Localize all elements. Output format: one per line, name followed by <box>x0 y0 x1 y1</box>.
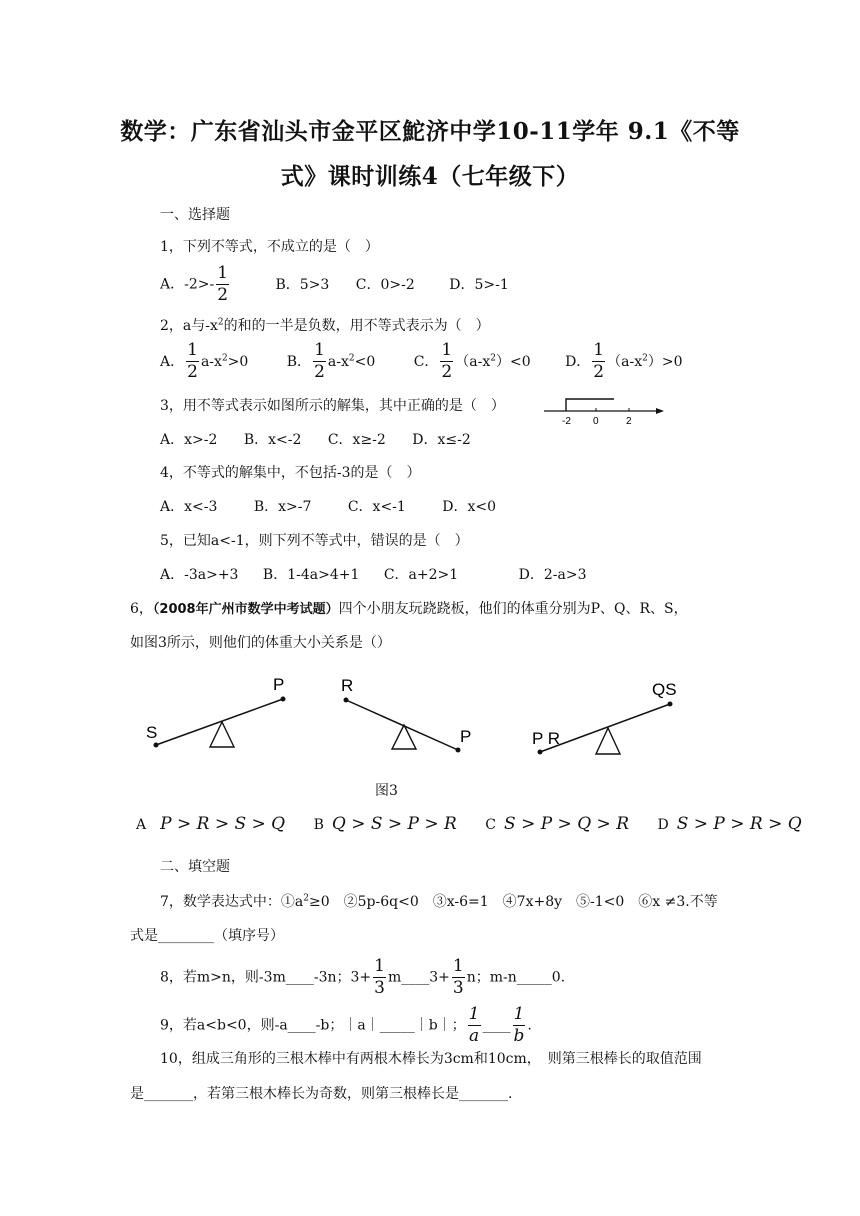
seesaw-3-low-label: P R <box>532 729 561 748</box>
question-2-stem: 2，a与$-x^2$的和的一半是负数，用不等式表示为（ ） <box>160 317 490 334</box>
tick-label-0: 0 <box>593 416 599 427</box>
option-d: D．2-a>3 <box>518 567 587 583</box>
option-c: C．x≥-2 <box>327 432 386 448</box>
section-heading-choice: 一、选择题 <box>160 207 230 223</box>
option-a-label: A．-2>- <box>160 276 215 293</box>
seesaw-3 <box>532 680 677 755</box>
fulcrum-triangle <box>596 728 620 754</box>
seesaw-2-high-label: R <box>341 676 354 695</box>
seesaw-2 <box>341 676 471 753</box>
question-5-stem: 5，已知a<-1，则下列不等式中，错误的是（ ） <box>160 533 469 549</box>
question-10-line1: 10，组成三角形的三根木棒中有两根木棒长为3cm和10cm， 则第三根棒长的取值范围 <box>160 1051 702 1067</box>
question-4-options <box>160 496 496 516</box>
option-b: B．5>3 <box>275 276 330 293</box>
seat-point <box>281 697 286 702</box>
option-c: C．x<-1 <box>347 499 406 515</box>
section-heading-fill: 二、填空题 <box>160 859 230 875</box>
fulcrum-triangle <box>210 722 234 747</box>
seat-point <box>344 698 349 703</box>
question-1-options <box>160 265 509 304</box>
option-b: B． $\frac{1}{2}$ $a-x^2<0$ <box>286 340 376 382</box>
option-d: D．x<0 <box>442 499 497 515</box>
question-5-options <box>160 564 587 584</box>
question-8: 8，若m>n，则-3m____-3n；3+ $\frac{1}{3}$ m____3+ $\frac{1}{3}$ n；m-n_____0. <box>160 956 566 998</box>
option-b: B．x<-2 <box>243 432 302 448</box>
arrow-head-icon <box>656 408 664 414</box>
option-d: D．x≤-2 <box>412 432 471 448</box>
option-b: B．x>-7 <box>253 499 312 515</box>
question-4-stem: 4，不等式的解集中，不包括-3的是（ ） <box>160 465 421 481</box>
question-9: 9，若a<b<0，则-a____-b；｜a｜_____｜b｜； $\frac{1}{a}$ ____ $\frac{1}{b}$ . <box>160 1004 532 1046</box>
option-a: A．x>-2 <box>160 432 218 448</box>
tick-label-neg2: -2 <box>562 416 571 427</box>
fraction: $\frac{1}{2}$ <box>217 263 229 305</box>
seesaw-figures <box>130 668 710 768</box>
solution-bracket <box>566 399 614 411</box>
question-source: （2008年广州市数学中考试题） <box>152 602 339 617</box>
page-title-line1: 数学：广东省汕头市金平区鮀济中学10-11学年 9.1《不等 <box>120 118 740 145</box>
figure-caption: 图3 <box>375 783 398 799</box>
question-1-stem: 1，下列不等式，不成立的是（ ） <box>160 239 379 255</box>
question-10-line2: 是_______，若第三根木棒长为奇数，则第三根棒长是_______. <box>130 1086 513 1102</box>
option-a: A．x<-3 <box>160 499 218 515</box>
question-6-options: A P > R > S > Q B Q > S > P > R C S > P > Q > R D S > P > R > Q <box>136 814 802 834</box>
seat-point <box>456 748 461 753</box>
seat-point <box>538 750 543 755</box>
option-c: C．a+2>1 <box>383 567 459 583</box>
seat-point <box>154 743 159 748</box>
seesaw-1 <box>146 675 286 748</box>
option-b: B．1-4a>4+1 <box>262 567 360 583</box>
question-6-stem-line1: 6，（2008年广州市数学中考试题）四个小朋友玩跷跷板，他们的体重分别为P、Q、R、S， <box>130 601 688 617</box>
page-title-line2: 式》课时训练4（七年级下） <box>280 163 580 190</box>
question-3-stem: 3，用不等式表示如图所示的解集，其中正确的是（ ） <box>160 398 505 414</box>
option-d: D．5>-1 <box>449 276 509 293</box>
seesaw-2-low-label: P <box>460 727 472 746</box>
seesaw-3-high-label: QS <box>652 680 677 699</box>
option-d: D． $\frac{1}{2}$ $(a-x^2)>0$ <box>565 340 683 382</box>
question-6-stem-line2: 如图3所示，则他们的体重大小关系是（） <box>130 635 391 651</box>
option-a: A． $\frac{1}{2}$ $a-x^2>0$ <box>160 340 249 382</box>
option-c: C． $\frac{1}{2}$ $(a-x^2)<0$ <box>413 340 531 382</box>
tick-label-2: 2 <box>626 416 632 427</box>
question-2-options <box>160 342 682 381</box>
seesaw-board <box>346 700 458 750</box>
question-7-line1: 7，数学表达式中：$①a^2\ge 0$ ②5p-6q<0 ③x-6=1 ④7x+8y ⑤-1<0 ⑥x ≠3.不等 <box>160 893 718 910</box>
option-c: C．0>-2 <box>355 276 415 293</box>
seat-point <box>668 702 673 707</box>
question-7-line2: 式是________（填序号） <box>130 928 284 944</box>
number-line-figure <box>540 393 670 427</box>
question-3-options <box>160 429 471 449</box>
seesaw-1-high-label: P <box>273 675 285 694</box>
option-a: A．-3a>+3 <box>160 567 239 583</box>
fulcrum-triangle <box>392 725 416 749</box>
seesaw-board <box>156 699 283 745</box>
seesaw-1-low-label: S <box>146 723 158 742</box>
